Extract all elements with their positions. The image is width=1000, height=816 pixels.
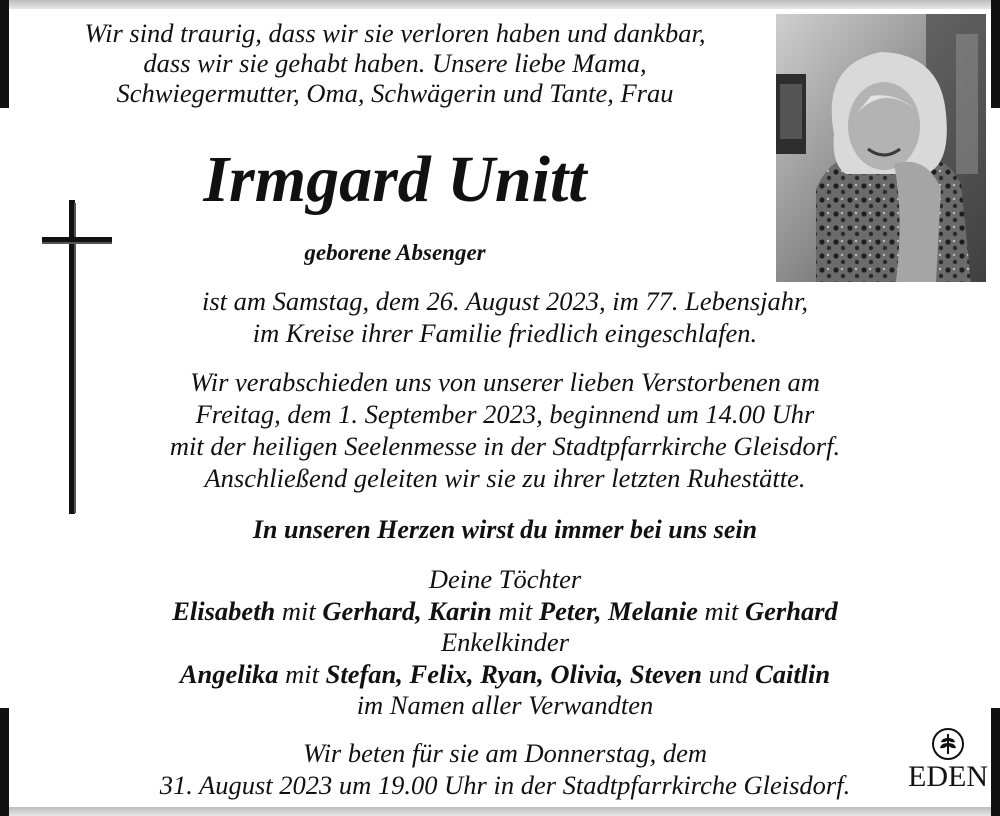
death-line: im Kreise ihrer Familie friedlich eingeschlafen. (252, 318, 758, 348)
daughters-line (60, 596, 950, 628)
daughters-label: Deine Töchter (428, 564, 582, 594)
top-frame-bar (0, 0, 1000, 9)
relatives-line: im Namen aller Verwandten (356, 690, 654, 720)
deceased-name: Irmgard Unitt (203, 143, 587, 216)
funeral-line: Wir verabschieden uns von unserer lieben Verstorbenen am (190, 367, 820, 397)
corner-mark-top-left (0, 0, 9, 108)
mourner-name: Caitlin (755, 658, 831, 689)
funeral-line: Anschließend geleiten wir sie zu ihrer letzten Ruhestätte. (204, 463, 806, 493)
mourner-name: Angelika (179, 658, 279, 689)
connector-text: mit (491, 595, 539, 626)
mourner-name: Stefan, Felix, Ryan, Olivia, Steven (325, 658, 703, 689)
maiden-name: geborene Absenger (304, 240, 486, 265)
grandchildren-label: Enkelkinder (440, 627, 570, 657)
funeral-line: Freitag, dem 1. September 2023, beginnend um 14.00 Uhr (195, 399, 815, 429)
grandchildren-line (60, 659, 950, 691)
portrait-photo (776, 14, 986, 282)
connector-text: mit (697, 595, 746, 626)
bottom-frame-bar (0, 807, 1000, 816)
mourners-list (60, 564, 950, 722)
corner-mark-top-right (991, 0, 1000, 108)
intro-line: dass wir sie gehabt haben. Unsere liebe Mama, (143, 48, 647, 78)
death-line: ist am Samstag, dem 26. August 2023, im 77. Lebensjahr, (201, 286, 809, 316)
prayer-info (60, 737, 950, 801)
intro-text (30, 18, 760, 108)
mourner-name: Elisabeth (172, 595, 276, 626)
prayer-line: 31. August 2023 um 19.00 Uhr in der Stadtpfarrkirche Gleisdorf. (159, 770, 851, 800)
eden-logo (902, 727, 994, 802)
corner-mark-bottom-left (0, 708, 9, 816)
death-notice (60, 285, 950, 349)
logo-text: EDEN (908, 760, 988, 793)
funeral-info (60, 366, 950, 494)
connector-text: und (702, 658, 756, 689)
connector-text: mit (275, 595, 323, 626)
intro-line: Wir sind traurig, dass wir sie verloren haben und dankbar, (84, 18, 706, 48)
mourner-name: Peter, Melanie (538, 595, 698, 626)
connector-text: mit (278, 658, 326, 689)
mourner-name: Gerhard (745, 595, 838, 626)
mourner-name: Gerhard, Karin (322, 595, 492, 626)
prayer-line: Wir beten für sie am Donnerstag, dem (302, 738, 708, 768)
motto: In unseren Herzen wirst du immer bei uns sein (252, 515, 758, 544)
intro-line: Schwiegermutter, Oma, Schwägerin und Tante, Frau (116, 78, 674, 108)
tree-icon (931, 727, 965, 761)
funeral-line: mit der heiligen Seelenmesse in der Stadtpfarrkirche Gleisdorf. (169, 431, 841, 461)
